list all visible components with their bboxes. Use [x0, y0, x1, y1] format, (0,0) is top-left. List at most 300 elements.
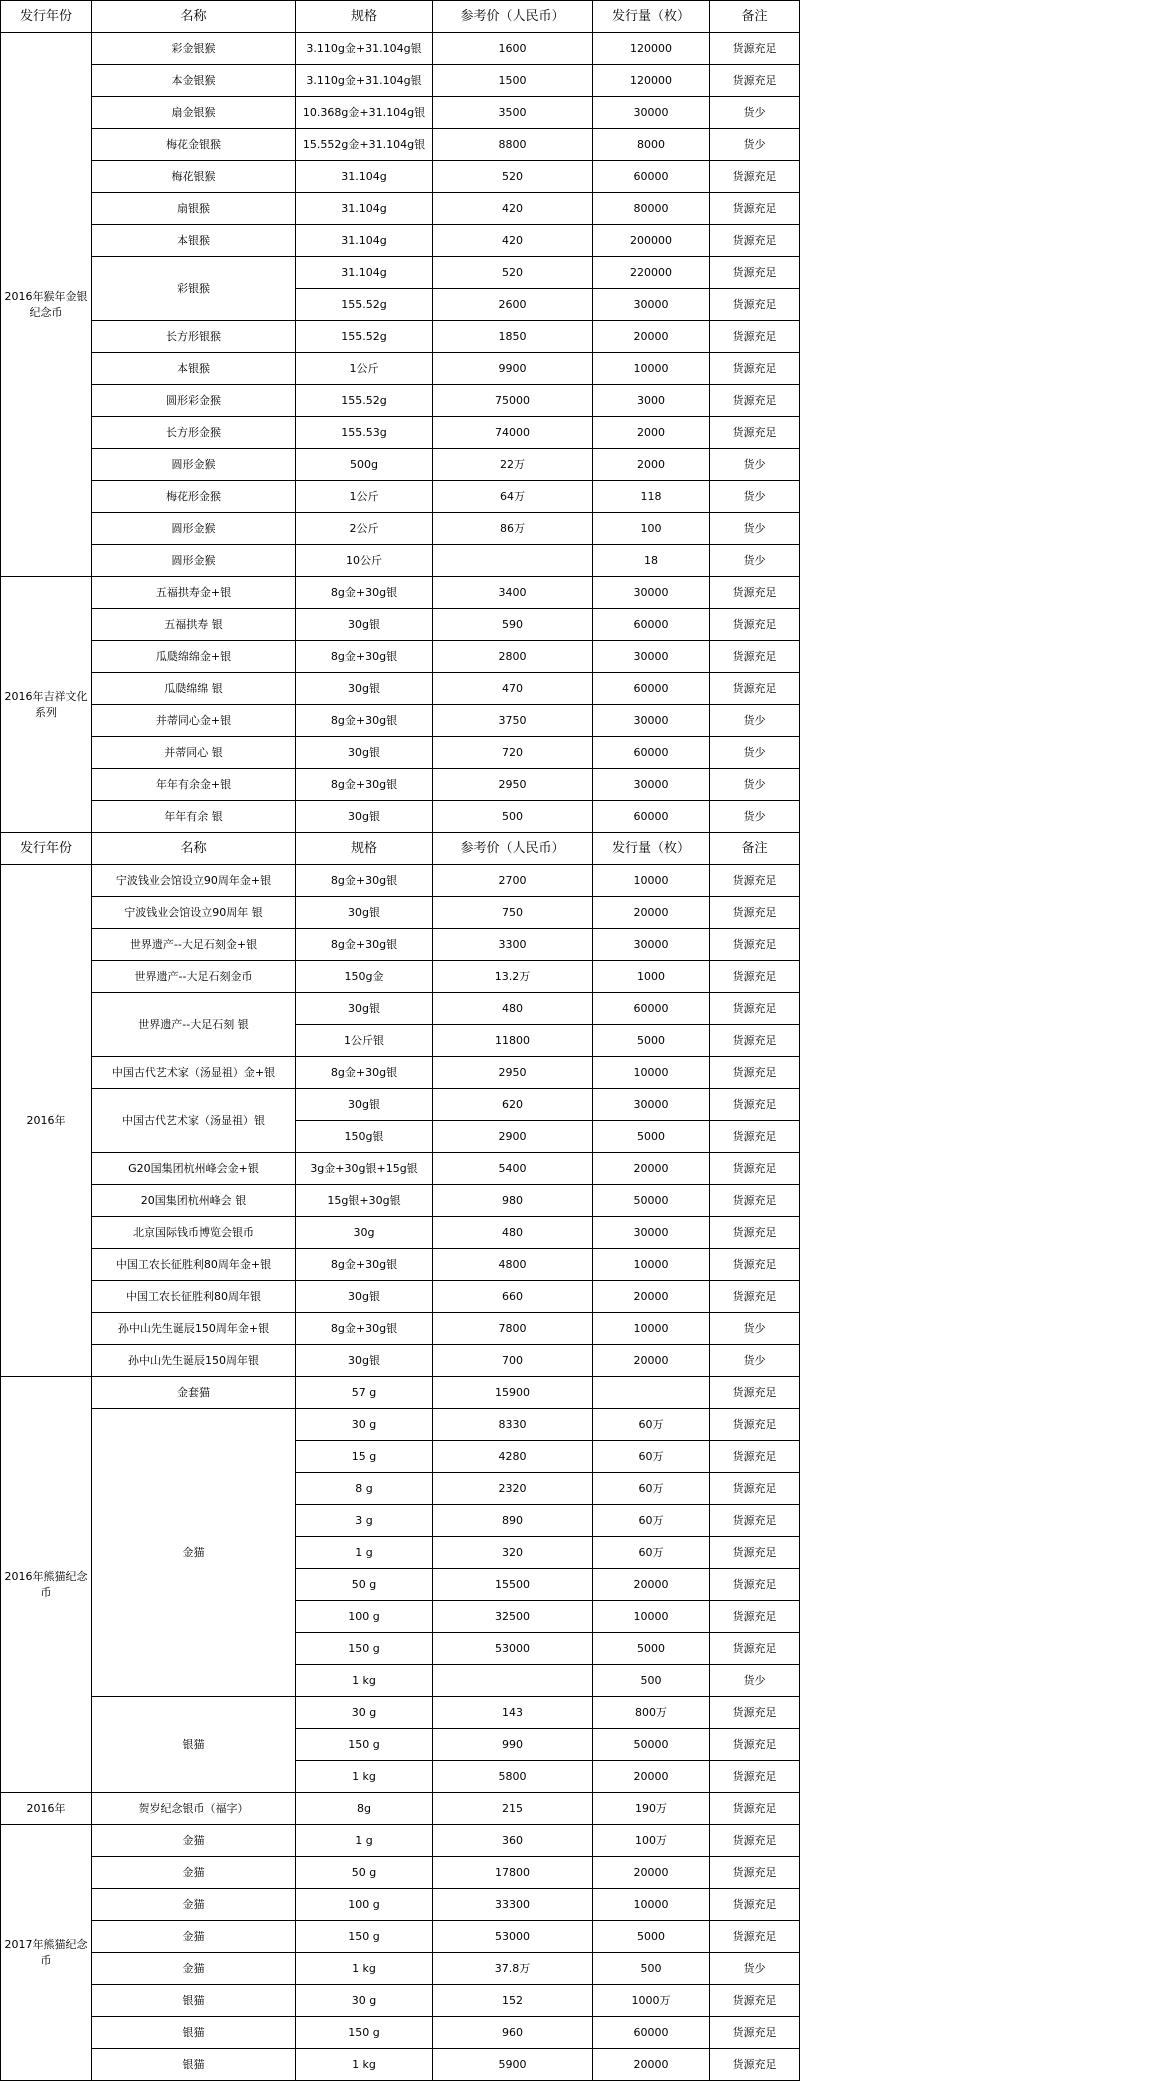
- price-cell: 700: [433, 1345, 593, 1377]
- volume-cell: 220000: [593, 257, 710, 289]
- note-cell: 货源充足: [710, 1473, 800, 1505]
- note-cell: 货源充足: [710, 385, 800, 417]
- table-row: [1, 161, 800, 193]
- spec-cell: 1公斤: [296, 353, 433, 385]
- volume-cell: 118: [593, 481, 710, 513]
- spec-cell: 15g银+30g银: [296, 1185, 433, 1217]
- table-row: [1, 225, 800, 257]
- price-cell: 1500: [433, 65, 593, 97]
- price-cell: 22万: [433, 449, 593, 481]
- note-cell: 货源充足: [710, 673, 800, 705]
- price-cell: 2950: [433, 1057, 593, 1089]
- spec-cell: 8g金+30g银: [296, 769, 433, 801]
- note-cell: 货少: [710, 1665, 800, 1697]
- coin-name-cell: 年年有余 银: [92, 801, 296, 833]
- volume-cell: 30000: [593, 929, 710, 961]
- note-cell: 货源充足: [710, 1121, 800, 1153]
- volume-cell: 190万: [593, 1793, 710, 1825]
- note-cell: 货少: [710, 705, 800, 737]
- note-cell: 货源充足: [710, 1921, 800, 1953]
- spec-cell: 8g金+30g银: [296, 1057, 433, 1089]
- spec-cell: 155.52g: [296, 289, 433, 321]
- coin-name-cell: 圆形金猴: [92, 513, 296, 545]
- spec-cell: 30 g: [296, 1985, 433, 2017]
- price-cell: 620: [433, 1089, 593, 1121]
- spec-cell: 500g: [296, 449, 433, 481]
- coin-name-cell: G20国集团杭州峰会金+银: [92, 1153, 296, 1185]
- spec-cell: 1 kg: [296, 1953, 433, 1985]
- volume-cell: 10000: [593, 1249, 710, 1281]
- volume-cell: 8000: [593, 129, 710, 161]
- price-cell: 480: [433, 1217, 593, 1249]
- coin-name-cell: 彩银猴: [92, 257, 296, 321]
- spec-cell: 150 g: [296, 2017, 433, 2049]
- coin-name-cell: 梅花银猴: [92, 161, 296, 193]
- price-cell: 890: [433, 1505, 593, 1537]
- volume-cell: 20000: [593, 1857, 710, 1889]
- note-cell: 货源充足: [710, 609, 800, 641]
- table-row: [1, 801, 800, 833]
- coin-name-cell: 长方形银猴: [92, 321, 296, 353]
- table-row: [1, 769, 800, 801]
- volume-cell: 60万: [593, 1409, 710, 1441]
- spec-cell: 1 kg: [296, 1761, 433, 1793]
- table-row: [1, 449, 800, 481]
- table-row: [1, 1889, 800, 1921]
- price-cell: 64万: [433, 481, 593, 513]
- volume-cell: 80000: [593, 193, 710, 225]
- note-cell: 货源充足: [710, 1409, 800, 1441]
- note-cell: 货少: [710, 1345, 800, 1377]
- table-row: [1, 1409, 800, 1441]
- volume-cell: 100万: [593, 1825, 710, 1857]
- price-cell: 143: [433, 1697, 593, 1729]
- table-row: [1, 513, 800, 545]
- spec-cell: 150g金: [296, 961, 433, 993]
- volume-cell: 60万: [593, 1441, 710, 1473]
- price-cell: 480: [433, 993, 593, 1025]
- coin-name-cell: 世界遗产--大足石刻金+银: [92, 929, 296, 961]
- coin-name-cell: 圆形金猴: [92, 449, 296, 481]
- note-cell: 货源充足: [710, 257, 800, 289]
- spec-cell: 8g金+30g银: [296, 1313, 433, 1345]
- price-cell: 320: [433, 1537, 593, 1569]
- table-row: [1, 321, 800, 353]
- volume-cell: 30000: [593, 641, 710, 673]
- coin-name-cell: 20国集团杭州峰会 银: [92, 1185, 296, 1217]
- volume-cell: 20000: [593, 1345, 710, 1377]
- spec-cell: 150 g: [296, 1921, 433, 1953]
- volume-cell: 30000: [593, 577, 710, 609]
- spec-cell: 30g: [296, 1217, 433, 1249]
- spec-cell: 150 g: [296, 1633, 433, 1665]
- volume-cell: 5000: [593, 1121, 710, 1153]
- price-cell: 520: [433, 257, 593, 289]
- volume-cell: 10000: [593, 353, 710, 385]
- price-cell: 1850: [433, 321, 593, 353]
- note-cell: 货源充足: [710, 1857, 800, 1889]
- note-cell: 货源充足: [710, 321, 800, 353]
- coin-name-cell: 五福拱寿 银: [92, 609, 296, 641]
- volume-cell: 5000: [593, 1025, 710, 1057]
- spec-cell: 30g银: [296, 993, 433, 1025]
- price-cell: 53000: [433, 1633, 593, 1665]
- header-name: 名称: [92, 833, 296, 865]
- note-cell: 货少: [710, 129, 800, 161]
- coin-name-cell: 金猫: [92, 1921, 296, 1953]
- header-row: [1, 1, 800, 33]
- table-row: [1, 705, 800, 737]
- volume-cell: 60万: [593, 1505, 710, 1537]
- volume-cell: 50000: [593, 1729, 710, 1761]
- header-volume: 发行量（枚）: [593, 833, 710, 865]
- volume-cell: 60000: [593, 737, 710, 769]
- price-cell: 750: [433, 897, 593, 929]
- spec-cell: 1 kg: [296, 2049, 433, 2081]
- table-row: [1, 1953, 800, 1985]
- table-row: [1, 1825, 800, 1857]
- note-cell: 货源充足: [710, 2049, 800, 2081]
- spec-cell: 31.104g: [296, 225, 433, 257]
- volume-cell: 2000: [593, 449, 710, 481]
- coin-name-cell: 中国工农长征胜利80周年银: [92, 1281, 296, 1313]
- spec-cell: 2公斤: [296, 513, 433, 545]
- price-cell: 152: [433, 1985, 593, 2017]
- spec-cell: 31.104g: [296, 257, 433, 289]
- volume-cell: 120000: [593, 65, 710, 97]
- coin-name-cell: 扇银猴: [92, 193, 296, 225]
- note-cell: 货源充足: [710, 1505, 800, 1537]
- volume-cell: 60万: [593, 1537, 710, 1569]
- coin-name-cell: 本银猴: [92, 353, 296, 385]
- table-row: [1, 673, 800, 705]
- note-cell: 货少: [710, 1313, 800, 1345]
- table-row: [1, 129, 800, 161]
- note-cell: 货源充足: [710, 1761, 800, 1793]
- table-row: [1, 641, 800, 673]
- volume-cell: 800万: [593, 1697, 710, 1729]
- price-cell: 1600: [433, 33, 593, 65]
- volume-cell: 20000: [593, 1281, 710, 1313]
- header-row: [1, 833, 800, 865]
- price-cell: 74000: [433, 417, 593, 449]
- note-cell: 货源充足: [710, 1025, 800, 1057]
- volume-cell: 20000: [593, 1569, 710, 1601]
- table-row: [1, 929, 800, 961]
- table-row: [1, 1281, 800, 1313]
- volume-cell: 10000: [593, 1889, 710, 1921]
- price-cell: 53000: [433, 1921, 593, 1953]
- volume-cell: 20000: [593, 1153, 710, 1185]
- table-row: [1, 577, 800, 609]
- table-row: [1, 737, 800, 769]
- coin-name-cell: 宁波钱业会馆设立90周年金+银: [92, 865, 296, 897]
- table-row: [1, 961, 800, 993]
- header-price: 参考价（人民币）: [433, 1, 593, 33]
- table-row: [1, 2017, 800, 2049]
- table-row: [1, 193, 800, 225]
- note-cell: 货源充足: [710, 289, 800, 321]
- volume-cell: 30000: [593, 1217, 710, 1249]
- price-cell: 17800: [433, 1857, 593, 1889]
- spec-cell: 30g银: [296, 609, 433, 641]
- table-row: [1, 993, 800, 1025]
- volume-cell: 60000: [593, 993, 710, 1025]
- coin-name-cell: 圆形金猴: [92, 545, 296, 577]
- spec-cell: 31.104g: [296, 193, 433, 225]
- table-row: [1, 1697, 800, 1729]
- volume-cell: 60000: [593, 801, 710, 833]
- volume-cell: 10000: [593, 865, 710, 897]
- spec-cell: 30g银: [296, 1345, 433, 1377]
- coin-name-cell: 银猫: [92, 2049, 296, 2081]
- note-cell: 货源充足: [710, 33, 800, 65]
- header-price: 参考价（人民币）: [433, 833, 593, 865]
- table-row: [1, 1377, 800, 1409]
- volume-cell: 30000: [593, 769, 710, 801]
- price-cell: 2900: [433, 1121, 593, 1153]
- header-spec: 规格: [296, 1, 433, 33]
- coin-name-cell: 金猫: [92, 1825, 296, 1857]
- spec-cell: 1 kg: [296, 1665, 433, 1697]
- price-cell: 2700: [433, 865, 593, 897]
- note-cell: 货源充足: [710, 2017, 800, 2049]
- table-row: [1, 865, 800, 897]
- price-cell: 2320: [433, 1473, 593, 1505]
- volume-cell: 20000: [593, 897, 710, 929]
- volume-cell: 500: [593, 1953, 710, 1985]
- volume-cell: 60000: [593, 2017, 710, 2049]
- spec-cell: 30g银: [296, 673, 433, 705]
- spec-cell: 31.104g: [296, 161, 433, 193]
- spec-cell: 8g金+30g银: [296, 705, 433, 737]
- table-row: [1, 1249, 800, 1281]
- volume-cell: [593, 1377, 710, 1409]
- note-cell: 货少: [710, 801, 800, 833]
- note-cell: 货源充足: [710, 1281, 800, 1313]
- spec-cell: 30 g: [296, 1697, 433, 1729]
- coin-name-cell: 宁波钱业会馆设立90周年 银: [92, 897, 296, 929]
- price-cell: 2800: [433, 641, 593, 673]
- coin-name-cell: 孙中山先生诞辰150周年银: [92, 1345, 296, 1377]
- table-row: [1, 97, 800, 129]
- coin-name-cell: 年年有余金+银: [92, 769, 296, 801]
- table-row: [1, 545, 800, 577]
- price-cell: 8330: [433, 1409, 593, 1441]
- note-cell: 货源充足: [710, 193, 800, 225]
- note-cell: 货源充足: [710, 993, 800, 1025]
- table-row: [1, 1793, 800, 1825]
- note-cell: 货源充足: [710, 897, 800, 929]
- note-cell: 货少: [710, 769, 800, 801]
- price-cell: 2600: [433, 289, 593, 321]
- note-cell: 货源充足: [710, 1569, 800, 1601]
- table-row: [1, 481, 800, 513]
- price-cell: 990: [433, 1729, 593, 1761]
- volume-cell: 30000: [593, 1089, 710, 1121]
- header-volume: 发行量（枚）: [593, 1, 710, 33]
- coin-name-cell: 金猫: [92, 1409, 296, 1697]
- note-cell: 货源充足: [710, 1441, 800, 1473]
- note-cell: 货源充足: [710, 353, 800, 385]
- price-cell: 32500: [433, 1601, 593, 1633]
- table-row: [1, 1345, 800, 1377]
- table-row: [1, 1057, 800, 1089]
- price-cell: 520: [433, 161, 593, 193]
- spec-cell: 15.552g金+31.104g银: [296, 129, 433, 161]
- note-cell: 货源充足: [710, 1185, 800, 1217]
- spec-cell: 57 g: [296, 1377, 433, 1409]
- coin-name-cell: 本银猴: [92, 225, 296, 257]
- price-cell: 5900: [433, 2049, 593, 2081]
- spec-cell: 8g: [296, 1793, 433, 1825]
- volume-cell: 120000: [593, 33, 710, 65]
- volume-cell: 100: [593, 513, 710, 545]
- spec-cell: 1 g: [296, 1825, 433, 1857]
- table-body: [1, 1, 800, 2081]
- spec-cell: 8g金+30g银: [296, 1249, 433, 1281]
- note-cell: 货源充足: [710, 1249, 800, 1281]
- coin-name-cell: 贺岁纪念银币（福字）: [92, 1793, 296, 1825]
- spec-cell: 8g金+30g银: [296, 641, 433, 673]
- coin-name-cell: 瓜瓞绵绵金+银: [92, 641, 296, 673]
- coin-name-cell: 金猫: [92, 1857, 296, 1889]
- price-cell: 75000: [433, 385, 593, 417]
- spec-cell: 3g金+30g银+15g银: [296, 1153, 433, 1185]
- price-cell: 470: [433, 673, 593, 705]
- table-row: [1, 33, 800, 65]
- price-cell: 86万: [433, 513, 593, 545]
- price-cell: [433, 545, 593, 577]
- price-cell: 4280: [433, 1441, 593, 1473]
- volume-cell: 200000: [593, 225, 710, 257]
- table-row: [1, 353, 800, 385]
- table-row: [1, 1153, 800, 1185]
- note-cell: 货源充足: [710, 641, 800, 673]
- issue-year-cell: 2016年猴年金银纪念币: [1, 33, 92, 577]
- issue-year-cell: 2016年: [1, 1793, 92, 1825]
- coin-name-cell: 本金银猴: [92, 65, 296, 97]
- volume-cell: 1000: [593, 961, 710, 993]
- coin-name-cell: 银猫: [92, 2017, 296, 2049]
- price-cell: 15500: [433, 1569, 593, 1601]
- note-cell: 货源充足: [710, 1633, 800, 1665]
- note-cell: 货少: [710, 481, 800, 513]
- note-cell: 货少: [710, 449, 800, 481]
- price-cell: [433, 1665, 593, 1697]
- spec-cell: 100 g: [296, 1601, 433, 1633]
- coin-name-cell: 并蒂同心金+银: [92, 705, 296, 737]
- coin-name-cell: 五福拱寿金+银: [92, 577, 296, 609]
- spec-cell: 1 g: [296, 1537, 433, 1569]
- volume-cell: 60000: [593, 609, 710, 641]
- issue-year-cell: 2016年: [1, 865, 92, 1377]
- note-cell: 货源充足: [710, 1697, 800, 1729]
- volume-cell: 30000: [593, 97, 710, 129]
- note-cell: 货源充足: [710, 1889, 800, 1921]
- spec-cell: 10公斤: [296, 545, 433, 577]
- volume-cell: 20000: [593, 2049, 710, 2081]
- note-cell: 货少: [710, 737, 800, 769]
- price-cell: 3500: [433, 97, 593, 129]
- spec-cell: 30g银: [296, 1281, 433, 1313]
- note-cell: 货源充足: [710, 1985, 800, 2017]
- coin-name-cell: 北京国际钱币博览会银币: [92, 1217, 296, 1249]
- coin-name-cell: 世界遗产--大足石刻 银: [92, 993, 296, 1057]
- spec-cell: 155.52g: [296, 385, 433, 417]
- spec-cell: 1公斤银: [296, 1025, 433, 1057]
- coin-name-cell: 银猫: [92, 1697, 296, 1793]
- volume-cell: 50000: [593, 1185, 710, 1217]
- price-cell: 590: [433, 609, 593, 641]
- note-cell: 货源充足: [710, 1217, 800, 1249]
- price-cell: 8800: [433, 129, 593, 161]
- issue-year-cell: 2017年熊猫纪念币: [1, 1825, 92, 2081]
- price-cell: 3300: [433, 929, 593, 961]
- note-cell: 货源充足: [710, 1793, 800, 1825]
- volume-cell: 1000万: [593, 1985, 710, 2017]
- volume-cell: 20000: [593, 321, 710, 353]
- coin-name-cell: 中国古代艺术家（汤显祖）银: [92, 1089, 296, 1153]
- table-row: [1, 1089, 800, 1121]
- spec-cell: 100 g: [296, 1889, 433, 1921]
- spec-cell: 30g银: [296, 897, 433, 929]
- spec-cell: 10.368g金+31.104g银: [296, 97, 433, 129]
- note-cell: 货源充足: [710, 65, 800, 97]
- coin-name-cell: 世界遗产--大足石刻金币: [92, 961, 296, 993]
- note-cell: 货源充足: [710, 1153, 800, 1185]
- spec-cell: 1公斤: [296, 481, 433, 513]
- price-cell: 5400: [433, 1153, 593, 1185]
- volume-cell: 2000: [593, 417, 710, 449]
- table-row: [1, 417, 800, 449]
- note-cell: 货源充足: [710, 161, 800, 193]
- price-cell: 5800: [433, 1761, 593, 1793]
- note-cell: 货源充足: [710, 1377, 800, 1409]
- coin-name-cell: 梅花形金猴: [92, 481, 296, 513]
- note-cell: 货少: [710, 513, 800, 545]
- price-cell: 3750: [433, 705, 593, 737]
- note-cell: 货源充足: [710, 1057, 800, 1089]
- spec-cell: 3.110g金+31.104g银: [296, 33, 433, 65]
- note-cell: 货源充足: [710, 865, 800, 897]
- coin-name-cell: 扇金银猴: [92, 97, 296, 129]
- header-note: 备注: [710, 1, 800, 33]
- coin-name-cell: 梅花金银猴: [92, 129, 296, 161]
- header-year: 发行年份: [1, 1, 92, 33]
- coin-name-cell: 金猫: [92, 1953, 296, 1985]
- volume-cell: 20000: [593, 1761, 710, 1793]
- table-row: [1, 1985, 800, 2017]
- note-cell: 货少: [710, 97, 800, 129]
- note-cell: 货源充足: [710, 961, 800, 993]
- table-row: [1, 2049, 800, 2081]
- spec-cell: 15 g: [296, 1441, 433, 1473]
- spec-cell: 30 g: [296, 1409, 433, 1441]
- note-cell: 货少: [710, 545, 800, 577]
- volume-cell: 3000: [593, 385, 710, 417]
- price-cell: 420: [433, 193, 593, 225]
- spec-cell: 50 g: [296, 1569, 433, 1601]
- note-cell: 货源充足: [710, 1825, 800, 1857]
- table-row: [1, 1217, 800, 1249]
- note-cell: 货源充足: [710, 417, 800, 449]
- volume-cell: 18: [593, 545, 710, 577]
- coin-name-cell: 并蒂同心 银: [92, 737, 296, 769]
- price-cell: 33300: [433, 1889, 593, 1921]
- coin-name-cell: 彩金银猴: [92, 33, 296, 65]
- spec-cell: 155.53g: [296, 417, 433, 449]
